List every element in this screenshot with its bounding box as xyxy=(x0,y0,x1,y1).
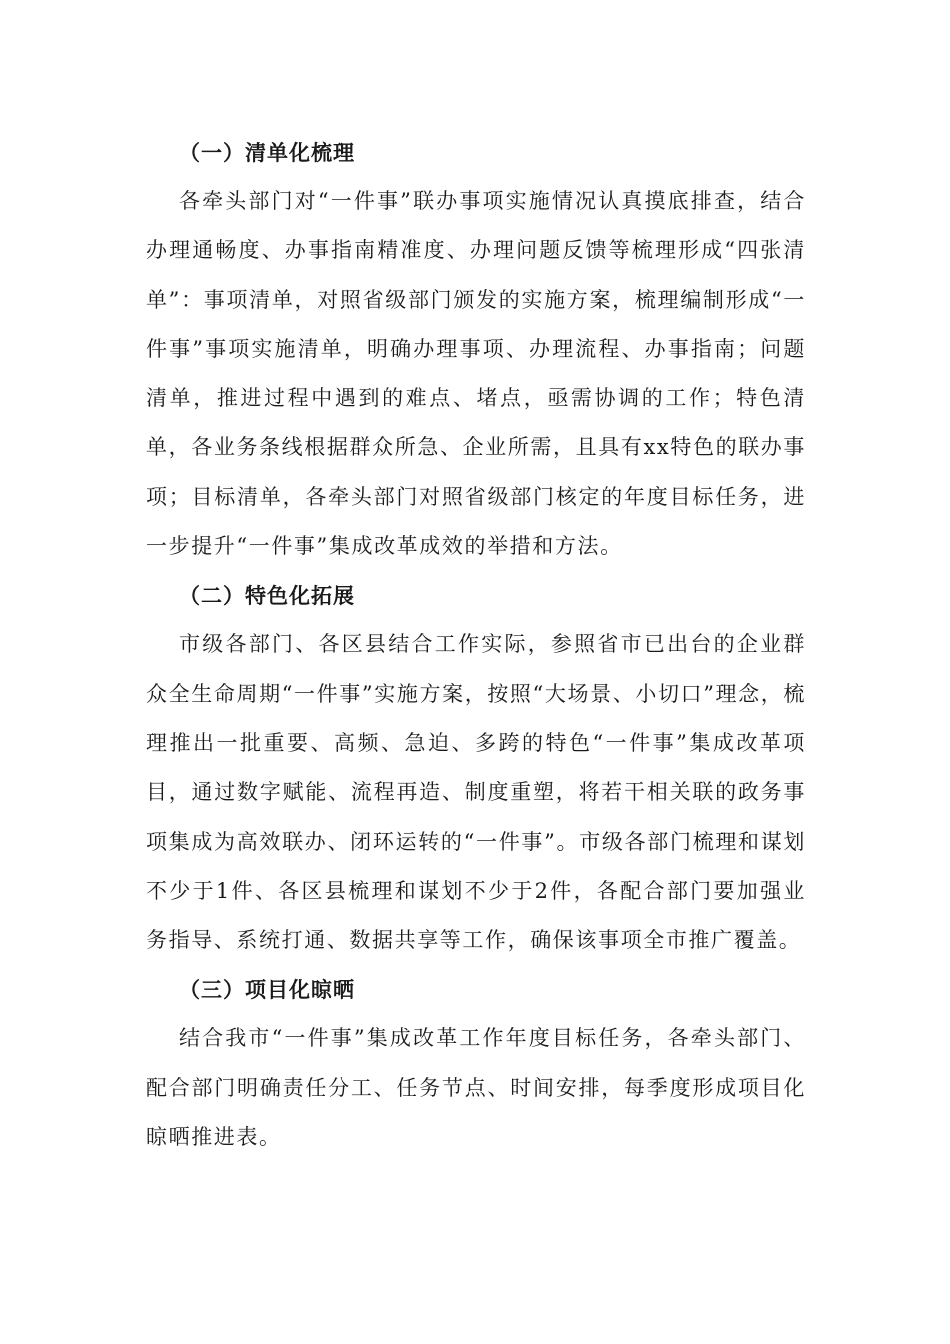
document-body xyxy=(146,128,806,1162)
section-paragraph-2: 市级各部门、各区县结合工作实际，参照省市已出台的企业群众全生命周期“一件事”实施方案，按照“大场景、小切口”理念，梳理推出一批重要、高频、急迫、多跨的特色“一件事”集成改革项目，通过数字赋能、流程再造、制度重塑，将若干相关联的政务事项集成为高效联办、闭环运转的“一件事”。市级各部门梳理和谋划不少于1件、各区县梳理和谋划不少于2件，各配合部门要加强业务指导、系统打通、数据共享等工作，确保该事项全市推广覆盖。 xyxy=(146,632,806,953)
section-heading-2: （二）特色化拓展 xyxy=(179,583,355,609)
section-paragraph-3: 结合我市“一件事”集成改革工作年度目标任务，各牵头部门、配合部门明确责任分工、任务节点、时间安排，每季度形成项目化晾晒推进表。 xyxy=(146,1026,806,1150)
section-heading-3: （三）项目化晾晒 xyxy=(179,977,355,1003)
section-paragraph-1: 各牵头部门对“一件事”联办事项实施情况认真摸底排查，结合办理通畅度、办事指南精准度、办理问题反馈等梳理形成“四张清单”：事项清单，对照省级部门颁发的实施方案，梳理编制形成“一件事”事项实施清单，明确办理事项、办理流程、办事指南；问题清单，推进过程中遇到的难点、堵点，亟需协调的工作；特色清单，各业务条线根据群众所急、企业所需，且具有xx特色的联办事项；目标清单，各牵头部门对照省级部门核定的年度目标任务，进一步提升“一件事”集成改革成效的举措和方法。 xyxy=(146,189,806,559)
section-heading-1: （一）清单化梳理 xyxy=(179,140,355,165)
